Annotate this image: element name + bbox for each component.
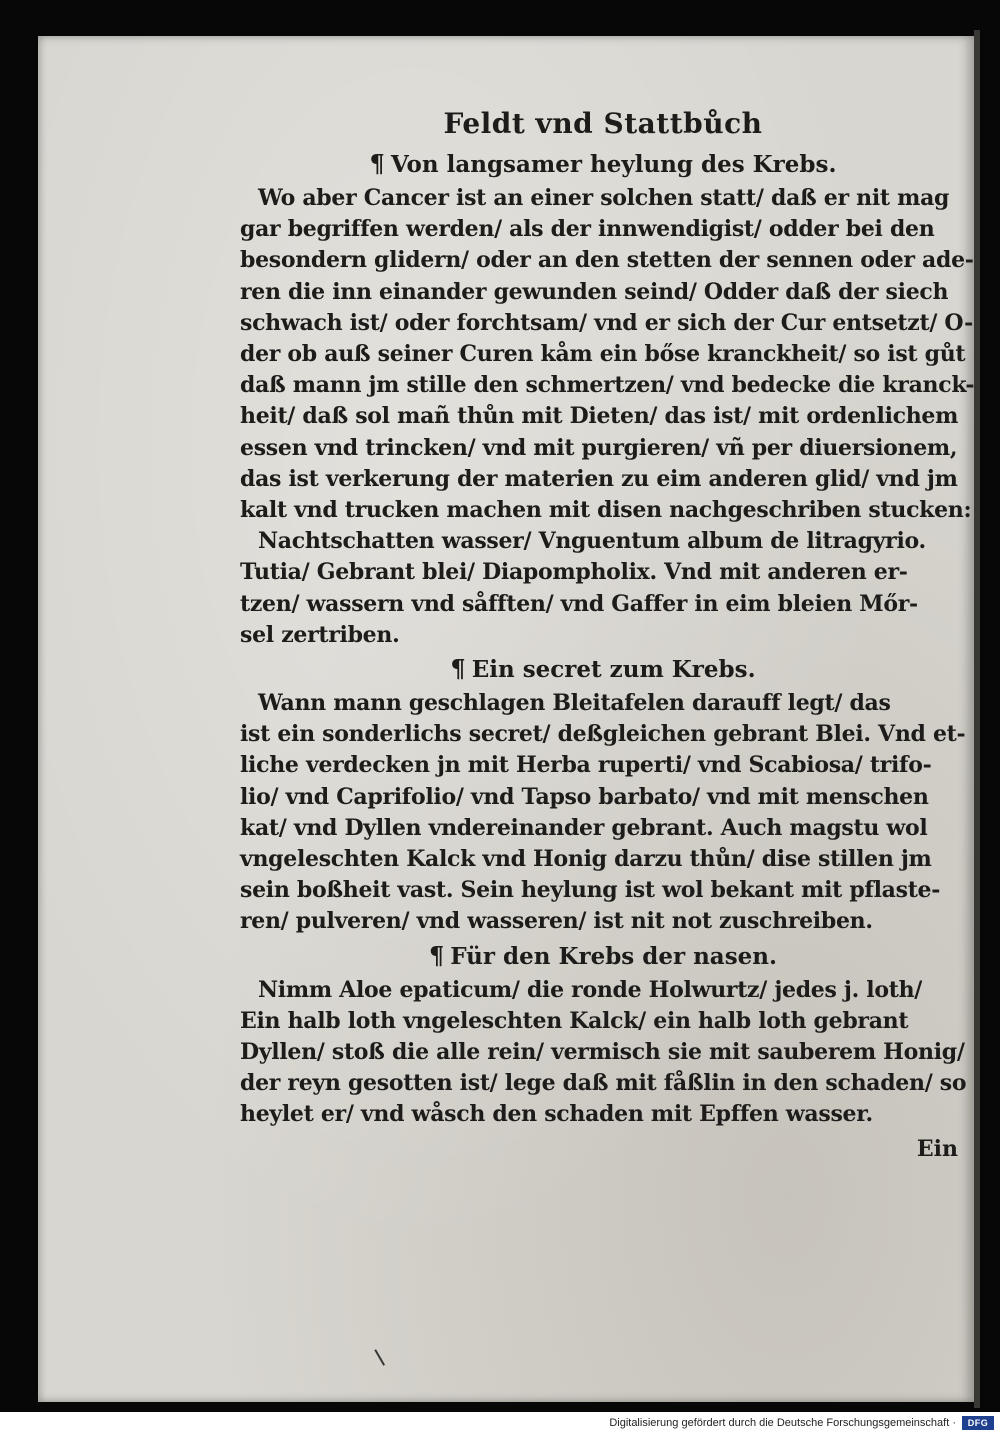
page-text [240, 104, 975, 1167]
text-line: lio/ vnd Caprifolio/ vnd Tapso barbato/ vnd mit menschen [240, 783, 929, 810]
text-line: Ein halb loth vngeleschten Kalck/ ein halb loth gebrant [240, 1007, 909, 1034]
text-line: Dyllen/ stoß die alle rein/ vermisch sie mit sauberem Honig/ [240, 1039, 965, 1066]
text-line: Tutia/ Gebrant blei/ Diapompholix. Vnd mit anderen er- [240, 559, 908, 586]
text-line: schwach ist/ oder forchtsam/ vnd er sich der Cur entsetzt/ O- [240, 309, 973, 336]
text-line: besondern glidern/ oder an den stetten der sennen oder ade- [240, 247, 974, 274]
page-edge [974, 30, 980, 1408]
text-line: Wann mann geschlagen Bleitafelen darauff legt/ das [258, 690, 891, 717]
text-line: liche verdecken jn mit Herba ruperti/ vnd Scabiosa/ trifo- [240, 752, 932, 779]
text-line: ist ein sonderlichs secret/ deßgleichen gebrant Blei. Vnd et- [240, 721, 966, 748]
dfg-logo: DFG [962, 1416, 994, 1430]
running-head: Feldt vnd Stattbůch [443, 107, 763, 140]
section-heading-text: Von langsamer heylung des Krebs. [390, 151, 837, 178]
funding-notice: Digitalisierung gefördert durch die Deutsche Forschungsgemeinschaft · [609, 1417, 956, 1429]
pilcrow-icon: ¶ [369, 149, 385, 178]
text-line: ren die inn einander gewunden seind/ Odder daß der siech [240, 278, 949, 305]
text-line: der ob auß seiner Curen kåm ein bőse kranckheit/ so ist gůt [240, 341, 966, 368]
text-line: vngeleschten Kalck vnd Honig darzu thůn/ dise stillen jm [240, 846, 932, 873]
text-line: sein boßheit vast. Sein heylung ist wol bekant mit pflaste- [240, 877, 941, 904]
section-heading [240, 146, 966, 183]
text-line: Nachtschatten wasser/ Vnguentum album de litragyrio. [258, 528, 926, 555]
text-line: Nimm Aloe epaticum/ die ronde Holwurtz/ jedes j. loth/ [258, 976, 923, 1003]
text-line: sel zertriben. [240, 621, 400, 648]
text-line: tzen/ wassern vnd såfften/ vnd Gaffer in eim bleien Mőr- [240, 590, 918, 617]
section-heading-text: Ein secret zum Krebs. [471, 656, 756, 684]
text-line: Wo aber Cancer ist an einer solchen statt/ daß er nit mag [258, 185, 950, 211]
pilcrow-icon: ¶ [428, 940, 445, 970]
section-heading [240, 651, 966, 688]
text-line: kat/ vnd Dyllen vndereinander gebrant. Auch magstu wol [240, 814, 928, 841]
text-line: essen vnd trincken/ vnd mit purgieren/ vñ per diuersionem, [240, 434, 958, 461]
text-line: heit/ daß sol mañ thůn mit Dieten/ das ist/ mit ordenlichem [240, 403, 959, 430]
pilcrow-icon: ¶ [450, 654, 466, 684]
text-line: ren/ pulveren/ vnd wasseren/ ist nit not zuschreiben. [240, 908, 873, 935]
text-line: kalt vnd trucken machen mit disen nachgeschriben stucken: [240, 497, 972, 524]
catchword: Ein [916, 1135, 958, 1162]
text-line: daß mann jm stille den schmertzen/ vnd bedecke die kranck- [240, 372, 975, 399]
text-line: der reyn gesotten ist/ lege daß mit fåßlin in den schaden/ so [240, 1070, 967, 1097]
section-heading-text: Für den Krebs der nasen. [450, 942, 778, 970]
text-line: heylet er/ vnd wåsch den schaden mit Epffen wasser. [240, 1101, 873, 1128]
text-line: das ist verkerung der materien zu eim anderen glid/ vnd jm [240, 465, 958, 492]
footer-bar [0, 1412, 1000, 1434]
section-heading [240, 938, 966, 975]
text-line: gar begriffen werden/ als der innwendigist/ odder bei den [240, 216, 935, 243]
